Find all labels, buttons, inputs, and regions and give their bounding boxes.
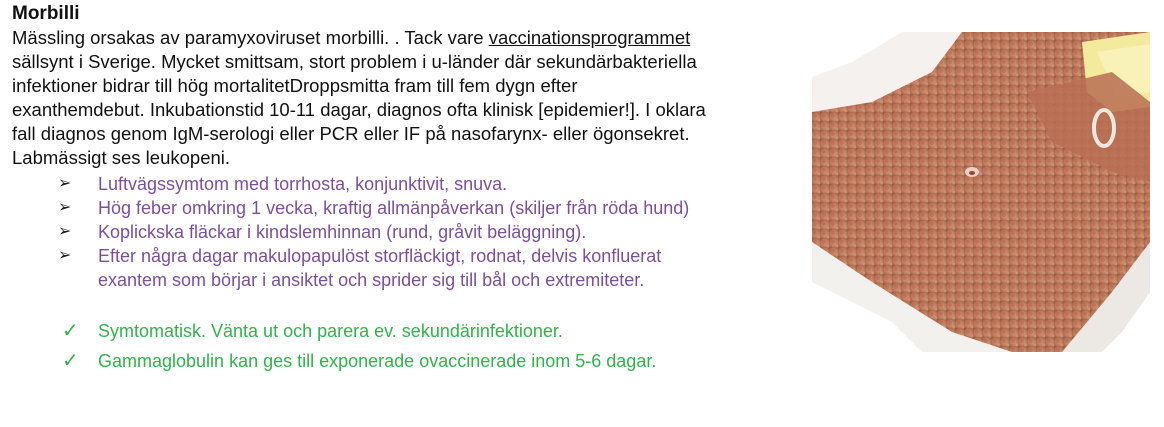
vaccination-program-link[interactable]: vaccinationsprogrammet — [488, 27, 691, 48]
arrow-bullet-icon: ➢ — [58, 247, 72, 264]
rash-photo — [812, 32, 1150, 352]
arrow-bullet-icon: ➢ — [58, 223, 72, 240]
checkmark-icon: ✓ — [62, 350, 79, 372]
treatment-item: ✓ Symtomatisk. Vänta ut och parera ev. sekundärinfektioner. — [12, 316, 802, 346]
symptom-item: ➢ Efter några dagar makulopapulöst storfläckigt, rodnat, delvis konfluerat — [58, 246, 662, 266]
checkmark-icon: ✓ — [62, 320, 79, 342]
treatment-list — [12, 316, 802, 376]
intro-line: sällsynt i Sverige. Mycket smittsam, stort problem i u-länder där sekundärbakteriella — [12, 51, 697, 72]
intro-line: infektioner bidrar till hög mortalitetDroppsmitta fram till fem dygn efter — [12, 75, 578, 96]
intro-line — [12, 26, 802, 50]
intro-line: fall diagnos genom IgM-serologi eller PCR eller IF på nasofarynx- eller ögonsekret. — [12, 123, 690, 144]
symptom-item-continuation: exantem som börjar i ansiktet och sprider sig till bål och extremiteter. — [98, 270, 645, 290]
heading: Morbilli — [12, 3, 80, 24]
document-body — [12, 2, 802, 376]
symptom-list — [12, 172, 802, 292]
measles-rash-image — [812, 32, 1150, 352]
intro-line: Labmässigt ses leukopeni. — [12, 147, 231, 168]
treatment-item: ✓ Gammaglobulin kan ges till exponerade ovaccinerade inom 5-6 dagar. — [12, 346, 802, 376]
arrow-bullet-icon: ➢ — [58, 199, 72, 216]
arrow-bullet-icon: ➢ — [58, 175, 72, 192]
intro-text: Mässling orsakas av paramyxoviruset morbilli. . Tack vare — [12, 27, 489, 48]
symptom-item: ➢ Luftvägssymtom med torrhosta, konjunktivit, snuva. — [58, 174, 508, 194]
symptom-item: ➢ Koplickska fläckar i kindslemhinnan (rund, gråvit beläggning). — [58, 222, 587, 242]
intro-line: exanthemdebut. Inkubationstid 10-11 dagar, diagnos ofta klinisk [epidemier!]. I oklara — [12, 99, 706, 120]
symptom-item: ➢ Hög feber omkring 1 vecka, kraftig allmänpåverkan (skiljer från röda hund) — [58, 198, 690, 218]
